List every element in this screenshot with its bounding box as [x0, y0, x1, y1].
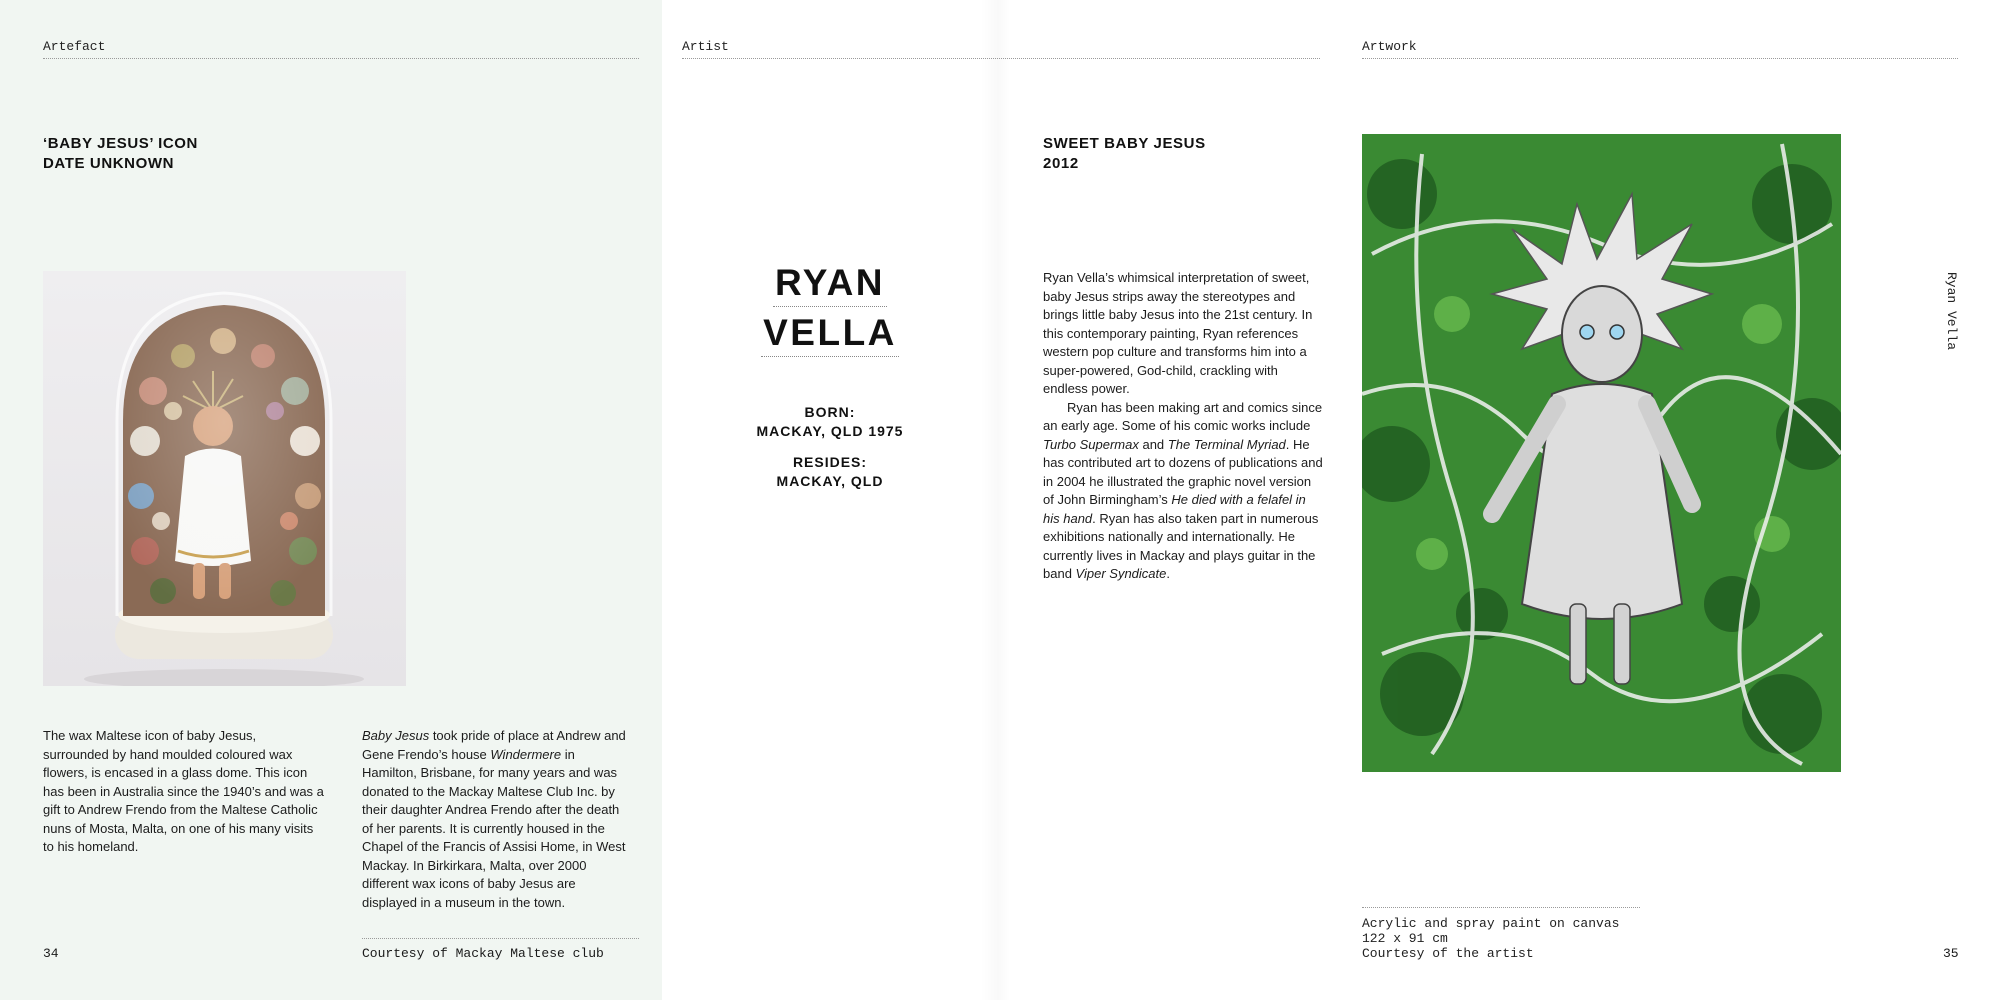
artist-details	[730, 403, 930, 491]
artist-last-name: VELLA	[761, 310, 899, 357]
page-number-left: 34	[43, 946, 59, 961]
artwork-painting	[1362, 134, 1841, 772]
para2-text-c: . He has contributed art to dozens of publications and in 2004 he illustrated the graphic novel version of John Birmingham’s	[1043, 436, 1323, 507]
page-number-right: 35	[1943, 946, 1959, 961]
artwork-medium: Acrylic and spray paint on canvas	[1362, 916, 1620, 931]
para2-text-d: . Ryan has also taken part in numerous exhibitions nationally and internationally. He currently lives in Mackay and plays guitar in the band	[1043, 510, 1319, 581]
book-spine	[980, 0, 1010, 1000]
artist-name	[740, 258, 920, 358]
artwork-credit: Courtesy of the artist	[1362, 946, 1534, 961]
artefact-photo	[43, 271, 406, 686]
born-label: BORN:	[804, 404, 856, 420]
history-text-2: in Hamilton, Brisbane, for many years and was donated to the Mackay Maltese Club Inc. by their daughter Andrea Frendo after the death of her parents. It is currently housed in the Chapel of the Francis of Assisi Home, in West Mackay. In Birkirkara, Malta, over 2000 different wax icons of baby Jesus are displayed in a museum in the town.	[362, 746, 626, 910]
para2-text-e: .	[1166, 566, 1170, 581]
artwork-paragraph-2	[1043, 399, 1323, 584]
artefact-credit: Courtesy of Mackay Maltese club	[362, 946, 604, 961]
para2-italic-4: Viper Syndicate	[1075, 566, 1167, 581]
artwork-description	[1043, 269, 1323, 584]
artefact-title-line1: ‘BABY JESUS’ ICON	[43, 135, 198, 152]
artwork-paragraph-1: Ryan Vella’s whimsical interpretation of sweet, baby Jesus strips away the stereotypes and brings little baby Jesus into the 21st century. In this contemporary painting, Ryan references western pop culture and transforms him into a super-powered, God-child, crackling with endless power.	[1043, 270, 1313, 396]
artefact-date: DATE UNKNOWN	[43, 155, 175, 172]
history-text-1: took pride of place at Andrew and Gene Frendo’s house	[362, 728, 626, 762]
artefact-description: The wax Maltese icon of baby Jesus, surrounded by hand moulded coloured wax flowers, is encased in a glass dome. This icon has been in Australia since the 1940’s and was a gift to Andrew Frendo from the Maltese Catholic nuns of Mosta, Malta, on one of his many visits to his homeland.	[43, 728, 324, 854]
artefact-title	[43, 134, 198, 174]
para2-italic-3: He died with a felafel in his hand	[1043, 492, 1306, 526]
para2-text-b: and	[1138, 436, 1168, 452]
artwork-caption	[1362, 916, 1619, 961]
artwork-title	[1043, 134, 1206, 174]
section-label-artwork: Artwork	[1362, 39, 1958, 59]
para2-italic-2: The Terminal Myriad	[1167, 436, 1286, 452]
para2-italic-1: Turbo Supermax	[1043, 436, 1139, 452]
history-italic-house: Windermere	[490, 746, 562, 762]
credit-rule-left	[362, 938, 639, 939]
section-label-artefact: Artefact	[43, 39, 639, 59]
side-artist-label: Ryan Vella	[1944, 272, 1959, 351]
caption-rule-right	[1362, 907, 1640, 908]
history-italic-title: Baby Jesus	[362, 728, 430, 743]
artist-first-name: RYAN	[773, 260, 887, 307]
born-value: MACKAY, QLD 1975	[756, 423, 904, 439]
artefact-history	[362, 727, 632, 912]
resides-label: RESIDES:	[792, 454, 868, 470]
artwork-title-line1: SWEET BABY JESUS	[1043, 135, 1206, 152]
section-label-artist: Artist	[682, 39, 1320, 59]
artwork-dimensions: 122 x 91 cm	[1362, 931, 1448, 946]
artwork-year: 2012	[1043, 155, 1079, 172]
para2-text-a: Ryan has been making art and comics since an early age. Some of his comic works include	[1043, 399, 1323, 433]
resides-value: MACKAY, QLD	[776, 473, 884, 489]
